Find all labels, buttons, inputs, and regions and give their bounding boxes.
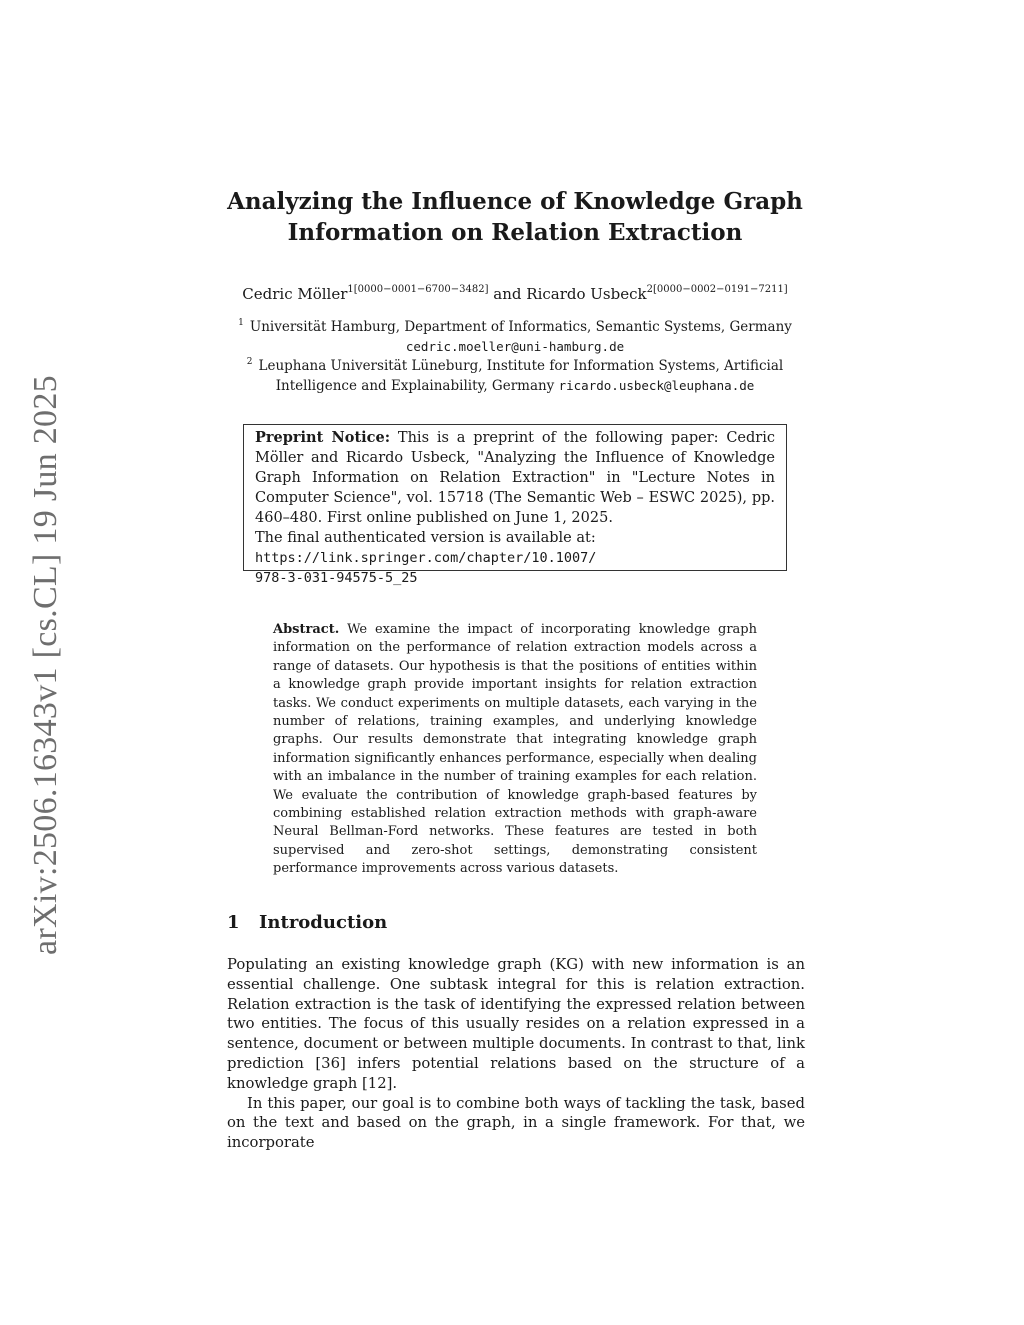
abstract-text: We examine the impact of incorporating knowledge graph information on the performance of relation extraction models across a range of datasets. Our hypothesis is that the positions of entities within a knowledge graph provide important insights for relation extraction tasks. We conduct experiments on multiple datasets, each varying in the number of relations, training examples, and underlying knowledge graphs. Our results demonstrate that integrating knowledge graph information significantly enhances performance, especially when dealing with an imbalance in the number of training examples for each relation. We evaluate the contribution of knowledge graph-based features by combining established relation extraction methods with graph-aware Neural Bellman-Ford networks. These features are tested in both supervised and zero-shot settings, demonstrating consistent performance improvements across various datasets. (273, 622, 757, 877)
section-title: Introduction (259, 912, 388, 933)
author-list (200, 284, 830, 304)
final-version-note: The final authenticated version is available at: (255, 530, 596, 546)
introduction-body (227, 955, 805, 1153)
section-heading-introduction (227, 910, 387, 936)
affiliation-1-email-line (225, 337, 805, 357)
section-number: 1 (227, 912, 240, 933)
affiliation-1-text: Universität Hamburg, Department of Informatics, Semantic Systems, Germany (249, 319, 792, 335)
affiliations (225, 318, 805, 396)
affiliation-2-line-2 (225, 376, 805, 396)
affiliation-2-mark: 2 (246, 357, 253, 367)
affiliation-1 (225, 318, 805, 337)
abstract-label: Abstract. (273, 622, 340, 637)
paragraph-1: Populating an existing knowledge graph (KG) with new information is an essential challenge. One subtask integral for this is relation extraction. Relation extraction is the task of identifying the expressed relation between two entities. The focus of this usually resides on a relation expressed in a sentence, document or between multiple documents. In contrast to that, link prediction [36] infers potential relations based on the structure of a knowledge graph [12]. (227, 956, 805, 1092)
author-1-name: Cedric Möller (242, 285, 348, 303)
arxiv-identifier: arXiv:2506.16343v1 [cs.CL] 19 Jun 2025 (27, 375, 64, 955)
author-2-name: Ricardo Usbeck (526, 285, 647, 303)
affiliation-1-email[interactable]: cedric.moeller@uni-hamburg.de (405, 339, 625, 354)
affiliation-2-text-line-1: Leuphana Universität Lüneburg, Institute for Information Systems, Artificial (258, 358, 784, 374)
affiliation-2 (225, 357, 805, 376)
paper-title (220, 186, 810, 248)
affiliation-1-mark: 1 (238, 318, 244, 328)
author-2-orcid: 2[0000−0002−0191−7211] (646, 284, 788, 295)
springer-link-line-2[interactable]: 978-3-031-94575-5_25 (255, 570, 418, 586)
preprint-notice-text (255, 428, 775, 528)
title-line-1: Analyzing the Influence of Knowledge Graph (227, 188, 803, 215)
affiliation-2-text-line-2: Intelligence and Explainability, Germany (275, 378, 555, 394)
title-line-2: Information on Relation Extraction (287, 219, 743, 246)
preprint-notice-label: Preprint Notice: (255, 429, 391, 446)
author-joiner: and (493, 285, 522, 303)
preprint-notice-box (243, 424, 787, 586)
author-1-orcid: 1[0000−0001−6700−3482] (347, 284, 489, 295)
springer-link-line-1[interactable]: https://link.springer.com/chapter/10.1007/ (255, 550, 597, 566)
preprint-notice-body: This is a preprint of the following paper: Cedric Möller and Ricardo Usbeck, "Analyzing the Influence of Knowledge Graph Information on Relation Extraction" in "Lecture Notes in Computer Science", vol. 15718 (The Semantic Web – ESWC 2025), pp. 460–480. First online published on June 1, 2025. (255, 430, 775, 526)
paragraph-2: In this paper, our goal is to combine both ways of tackling the task, based on the text and based on the graph, in a single framework. For that, we incorporate (227, 1094, 805, 1152)
abstract (273, 621, 757, 879)
affiliation-2-email[interactable]: ricardo.usbeck@leuphana.de (558, 378, 755, 393)
